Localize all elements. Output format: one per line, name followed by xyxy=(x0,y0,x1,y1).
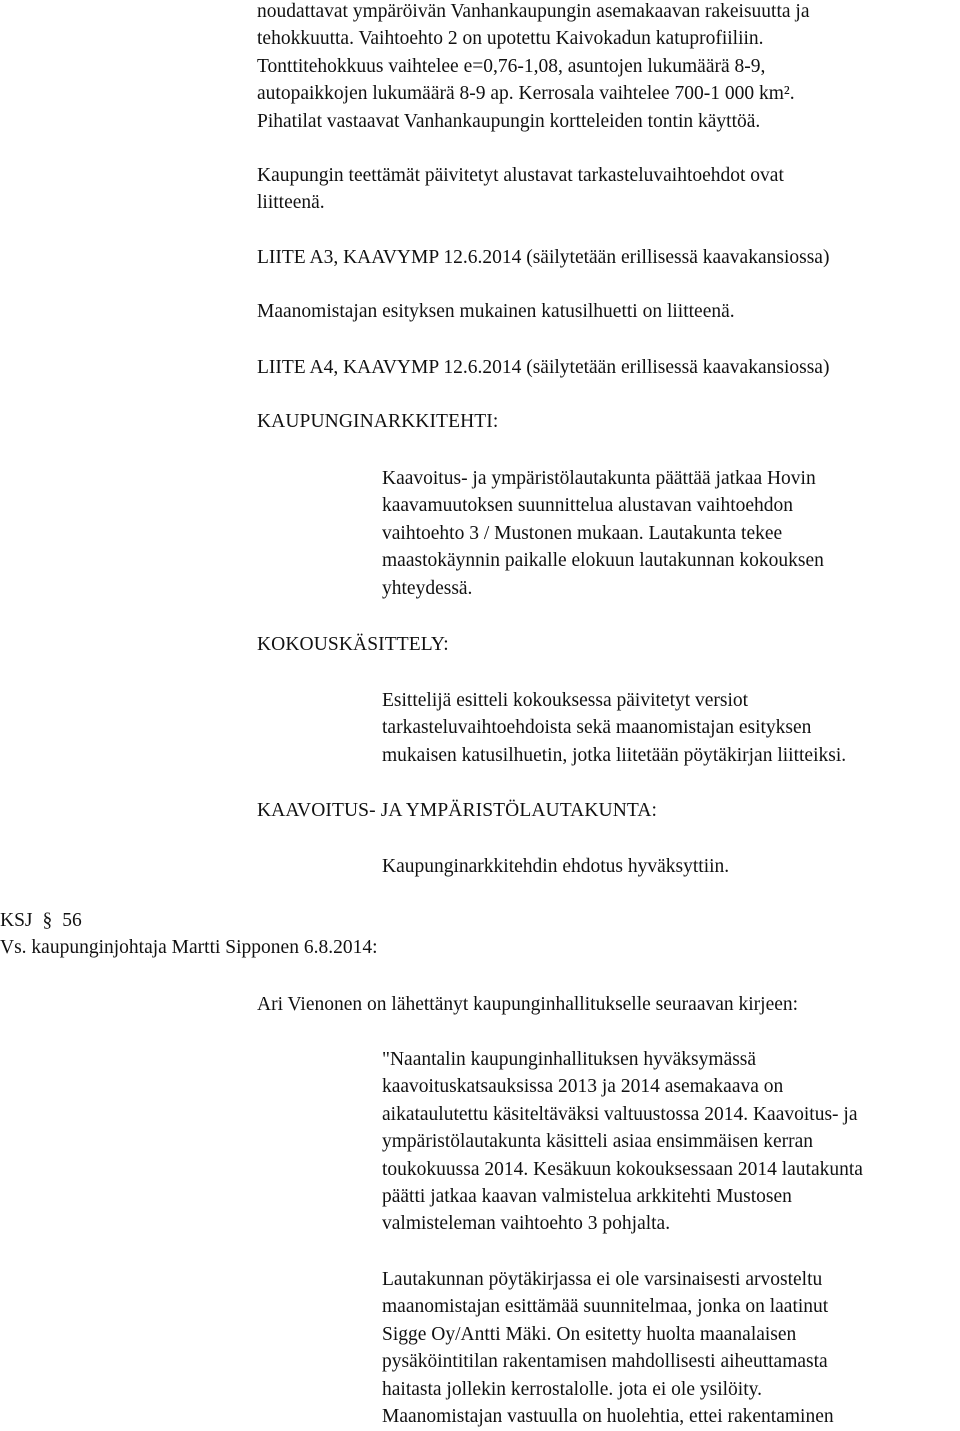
text-line: haitasta jollekin kerrostalolle. jota ei ole ysilöity. xyxy=(382,1378,762,1400)
text-line: yhteydessä. xyxy=(382,577,473,599)
committee-decision: Kaupunginarkkitehdin ehdotus hyväksyttiin. xyxy=(382,856,730,877)
text-line: Pihatilat vastaavat Vanhankaupungin kortteleiden tontin käyttöä. xyxy=(257,110,761,132)
text-line: aikataulutettu käsiteltäväksi valtuustossa 2014. Kaavoitus- ja xyxy=(382,1103,858,1125)
section-number: 56 xyxy=(62,910,82,931)
text-line: kaavamuutoksen suunnittelua alustavan vaihtoehdon xyxy=(382,495,794,517)
intro-paragraph xyxy=(257,0,810,135)
alternatives-paragraph xyxy=(257,162,784,217)
section-marker xyxy=(0,907,378,962)
text-line: liitteenä. xyxy=(257,192,325,214)
text-line: Kaupungin teettämät päivitetyt alustavat tarkasteluvaihtoehdot ovat xyxy=(257,165,784,186)
letter-paragraph-1 xyxy=(382,1046,863,1238)
text-line: vaihtoehto 3 / Mustonen mukaan. Lautakunta tekee xyxy=(382,522,783,544)
text-line: Maanomistajan vastuulla on huolehtia, ettei rakentaminen xyxy=(382,1406,834,1428)
attachment-a4: LIITE A4, KAAVYMP 12.6.2014 (säilytetään erillisessä kaavakansiossa) xyxy=(257,357,830,378)
text-line: maastokäynnin paikalle elokuun lautakunnan kokouksen xyxy=(382,550,824,572)
text-line: "Naantalin kaupunginhallituksen hyväksymässä xyxy=(382,1049,757,1070)
architect-heading: KAUPUNGINARKKITEHTI: xyxy=(257,411,499,432)
text-line: pysäköintitilan rakentamisen mahdollisesti aiheuttamasta xyxy=(382,1351,828,1373)
text-line: toukokuussa 2014. Kesäkuun kokouksessaan 2014 lautakunta xyxy=(382,1158,863,1180)
text-line: tarkasteluvaihtoehdoista sekä maanomistajan esityksen xyxy=(382,717,812,739)
section-number-line xyxy=(0,907,378,934)
section-sign: § xyxy=(42,910,53,931)
section-presenter: Vs. kaupunginjohtaja Martti Sipponen 6.8.2014: xyxy=(0,937,378,959)
letter-intro: Ari Vienonen on lähettänyt kaupunginhallitukselle seuraavan kirjeen: xyxy=(257,994,799,1015)
text-line: mukaisen katusilhuetin, jotka liitetään pöytäkirjan liitteiksi. xyxy=(382,744,847,766)
text-line: Lautakunnan pöytäkirjassa ei ole varsinaisesti arvosteltu xyxy=(382,1269,823,1290)
text-line: maanomistajan esittämää suunnitelmaa, jonka on laatinut xyxy=(382,1296,829,1318)
text-line: valmisteleman vaihtoehto 3 pohjalta. xyxy=(382,1213,671,1235)
letter-paragraph-2 xyxy=(382,1266,834,1430)
text-line: autopaikkojen lukumäärä 8-9 ap. Kerrosala vaihtelee 700-1 000 km². xyxy=(257,83,795,105)
text-line: Esittelijä esitteli kokouksessa päivitetyt versiot xyxy=(382,690,749,711)
attachment-a3: LIITE A3, KAAVYMP 12.6.2014 (säilytetään erillisessä kaavakansiossa) xyxy=(257,247,830,268)
architect-proposal xyxy=(382,465,824,602)
text-line: Kaavoitus- ja ympäristölautakunta päättää jatkaa Hovin xyxy=(382,468,816,489)
text-line: tehokkuutta. Vaihtoehto 2 on upotettu Kaivokadun katuprofiiliin. xyxy=(257,28,764,50)
text-line: noudattavat ympäröivän Vanhankaupungin asemakaavan rakeisuutta ja xyxy=(257,1,810,22)
text-line: Tonttitehokkuus vaihtelee e=0,76-1,08, asuntojen lukumäärä 8-9, xyxy=(257,55,766,77)
meeting-heading: KOKOUSKÄSITTELY: xyxy=(257,634,449,655)
text-line: Sigge Oy/Antti Mäki. On esitetty huolta maanalaisen xyxy=(382,1323,797,1345)
meeting-text xyxy=(382,687,846,769)
section-label: KSJ xyxy=(0,910,33,931)
landowner-note: Maanomistajan esityksen mukainen katusilhuetti on liitteenä. xyxy=(257,301,735,322)
text-line: ympäristölautakunta käsitteli asiaa ensimmäisen kerran xyxy=(382,1131,814,1153)
text-line: kaavoituskatsauksissa 2013 ja 2014 asemakaava on xyxy=(382,1076,784,1098)
committee-heading: KAAVOITUS- JA YMPÄRISTÖLAUTAKUNTA: xyxy=(257,800,658,821)
text-line: päätti jatkaa kaavan valmistelua arkkitehti Mustosen xyxy=(382,1186,792,1208)
